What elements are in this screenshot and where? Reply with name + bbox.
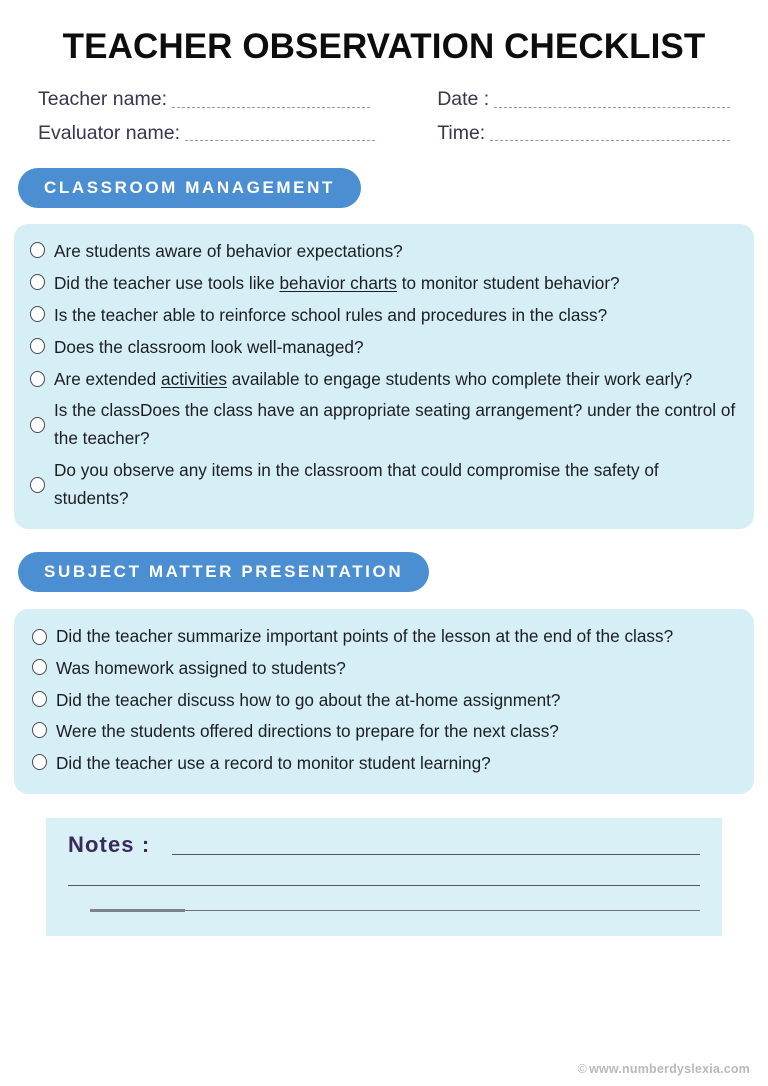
time-input[interactable] (490, 139, 730, 141)
checklist-item-label: Is the teacher able to reinforce school rules and procedures in the class? (54, 304, 608, 325)
teacher-name-field[interactable] (38, 89, 417, 110)
notes-first-row (68, 834, 700, 860)
form-meta-section (14, 89, 754, 144)
evaluator-name-input[interactable] (185, 139, 375, 141)
checklist-item[interactable] (28, 621, 736, 653)
inline-link-behavior-charts[interactable]: behavior charts (279, 272, 397, 293)
checkbox-circle-icon[interactable] (32, 722, 47, 738)
checkbox-circle-icon[interactable] (30, 338, 45, 354)
notes-line-accent (90, 909, 185, 912)
checkbox-circle-icon[interactable] (30, 417, 45, 433)
checklist-item-label: Did the teacher use tools like behavior charts to monitor student behavior? (54, 272, 620, 293)
checkbox-circle-icon[interactable] (32, 754, 47, 770)
notes-section (14, 818, 754, 936)
footer-site-url: www.numberdyslexia.com (589, 1062, 750, 1076)
checkbox-circle-icon[interactable] (30, 477, 45, 493)
checklist-item-label: Are students aware of behavior expectations? (54, 241, 403, 262)
checklist-item[interactable] (26, 364, 736, 396)
checkbox-circle-icon[interactable] (32, 691, 47, 707)
checklist-item[interactable] (26, 332, 736, 364)
checklist-card-subject-matter-presentation (14, 609, 754, 794)
checklist-item-label: Are extended activities available to engage students who complete their work early? (54, 368, 693, 389)
checklist-item-label: Do you observe any items in the classroom that could compromise the safety of students? (54, 460, 659, 508)
checkbox-circle-icon[interactable] (30, 371, 45, 387)
date-input[interactable] (494, 106, 730, 108)
checkbox-circle-icon[interactable] (30, 242, 45, 258)
teacher-name-input[interactable] (172, 106, 370, 108)
page-title: TEACHER OBSERVATION CHECKLIST (62, 27, 706, 66)
checklist-item-label: Did the teacher discuss how to go about the at-home assignment? (56, 689, 561, 710)
checklist-item-label: Did the teacher summarize important points of the lesson at the end of the class? (56, 625, 674, 646)
checkbox-circle-icon[interactable] (30, 274, 45, 290)
checklist-card-classroom-management (14, 224, 754, 529)
checklist-item[interactable] (28, 653, 736, 685)
checklist-item[interactable] (28, 716, 736, 748)
teacher-name-label: Teacher name: (38, 88, 167, 111)
footer-credit (578, 1062, 750, 1076)
notes-box (46, 818, 722, 936)
checklist-item[interactable] (28, 685, 736, 717)
date-label: Date : (437, 88, 490, 111)
checklist-item[interactable] (28, 748, 736, 780)
checkbox-circle-icon[interactable] (30, 306, 45, 322)
time-field[interactable] (437, 123, 730, 144)
checklist-item-label: Does the classroom look well-managed? (54, 336, 364, 357)
checklist-item[interactable] (26, 455, 736, 515)
evaluator-name-field[interactable] (38, 123, 417, 144)
checklist-item[interactable] (26, 300, 736, 332)
checklist-item[interactable] (26, 236, 736, 268)
checkbox-circle-icon[interactable] (32, 629, 47, 645)
checklist-item-label: Was homework assigned to students? (56, 657, 346, 678)
section-title-classroom-management: CLASSROOM MANAGEMENT (18, 168, 361, 208)
checklist-item[interactable] (26, 268, 736, 300)
meta-column-right (417, 89, 730, 144)
checklist-item[interactable] (26, 395, 736, 455)
time-label: Time: (437, 121, 486, 144)
section-title-subject-matter-presentation: SUBJECT MATTER PRESENTATION (18, 552, 429, 592)
checklist-item-label: Were the students offered directions to prepare for the next class? (56, 721, 559, 742)
section-header-subject-matter-presentation (14, 552, 754, 592)
checklist-item-label: Is the classDoes the class have an appropriate seating arrangement? under the control of the teacher? (54, 400, 736, 449)
evaluator-name-label: Evaluator name: (38, 121, 180, 144)
date-field[interactable] (437, 89, 730, 110)
checklist-item-label: Did the teacher use a record to monitor student learning? (56, 753, 491, 774)
copyright-icon: © (577, 1062, 588, 1076)
checkbox-circle-icon[interactable] (32, 659, 47, 675)
notes-input-line-2[interactable] (68, 884, 700, 886)
notes-input-line-1[interactable] (172, 853, 700, 855)
section-header-classroom-management (14, 168, 754, 208)
meta-column-left (38, 89, 417, 144)
inline-link-activities[interactable]: activities (161, 368, 227, 389)
notes-label: Notes : (68, 832, 151, 858)
